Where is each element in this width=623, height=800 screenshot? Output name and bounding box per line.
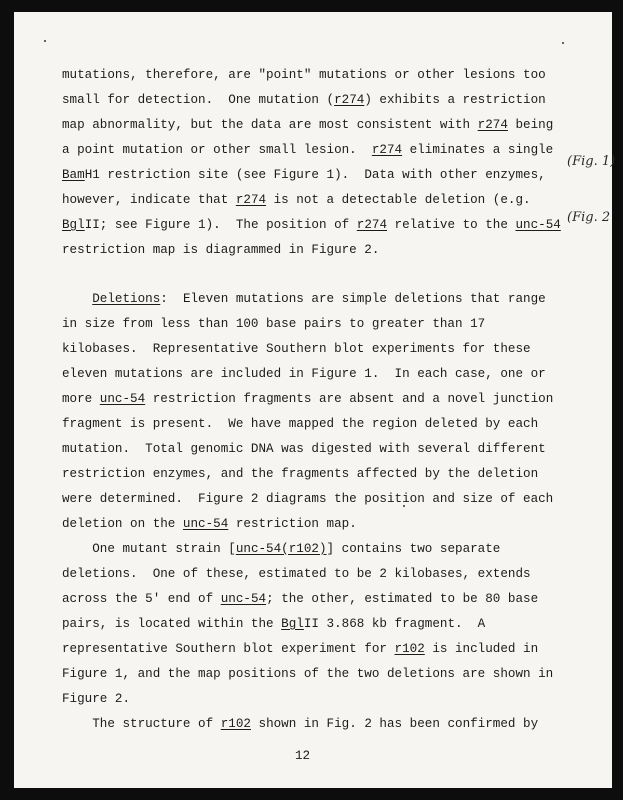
underlined-term: unc-54: [220, 592, 267, 606]
text-line: more unc-54 restriction fragments are absent and a novel junction: [62, 392, 554, 406]
text-line: mutation. Total genomic DNA was digested with several different: [62, 442, 546, 456]
text-line: The structure of r102 shown in Fig. 2 has been confirmed by: [62, 717, 539, 731]
text-line: mutations, therefore, are "point" mutations or other lesions too: [62, 68, 546, 82]
text-line: small for detection. One mutation (r274) exhibits a restriction: [62, 93, 546, 107]
document-page: [14, 12, 616, 788]
margin-note-fig2: (Fig. 2: [567, 210, 611, 225]
underlined-term: unc-54: [99, 392, 146, 406]
underlined-term: r102: [394, 642, 425, 656]
text-line: deletions. One of these, estimated to be 2 kilobases, extends: [62, 567, 531, 581]
text-line: restriction enzymes, and the fragments affected by the deletion: [62, 467, 539, 481]
text-line: Deletions: Eleven mutations are simple deletions that range: [92, 292, 546, 306]
page-number: 12: [295, 749, 311, 763]
text-line: a point mutation or other small lesion. r274 eliminates a single: [62, 143, 554, 157]
text-line: map abnormality, but the data are most consistent with r274 being: [62, 118, 554, 132]
underlined-term: Bgl: [281, 617, 304, 631]
underlined-term: Bgl: [62, 218, 85, 232]
underlined-term: r274: [356, 218, 387, 232]
text-line: One mutant strain [unc-54(r102)] contains two separate: [62, 542, 501, 556]
speck: [44, 40, 46, 42]
text-line: eleven mutations are included in Figure 1. In each case, one or: [62, 367, 546, 381]
underlined-term: Deletions: [92, 292, 161, 306]
margin-note-fig1: (Fig. 1): [567, 154, 616, 169]
underlined-term: r102: [220, 717, 251, 731]
underlined-term: r274: [334, 93, 365, 107]
text-line: restriction map is diagrammed in Figure 2.: [62, 243, 380, 257]
text-line: deletion on the unc-54 restriction map.: [62, 517, 357, 531]
text-line: BamH1 restriction site (see Figure 1). Data with other enzymes,: [62, 168, 546, 182]
underlined-term: r274: [235, 193, 267, 207]
text-line: BglII; see Figure 1). The position of r274 relative to the unc-54: [62, 218, 561, 232]
text-line: representative Southern blot experiment for r102 is included in: [62, 642, 539, 656]
text-line: in size from less than 100 base pairs to greater than 17: [62, 317, 486, 331]
speck: [562, 42, 564, 44]
text-line: were determined. Figure 2 diagrams the position and size of each: [62, 492, 554, 506]
text-line: Figure 1, and the map positions of the two deletions are shown in: [62, 667, 554, 681]
text-line: however, indicate that r274 is not a detectable deletion (e.g.: [62, 193, 531, 207]
text-line: Figure 2.: [62, 692, 131, 706]
underlined-term: unc-54(r102): [235, 542, 327, 556]
underlined-term: unc-54: [182, 517, 229, 531]
text-line: fragment is present. We have mapped the region deleted by each: [62, 417, 539, 431]
underlined-term: Bam: [62, 168, 85, 182]
text-line: kilobases. Representative Southern blot experiments for these: [62, 342, 531, 356]
text-line: pairs, is located within the BglII 3.868 kb fragment. A: [62, 617, 486, 631]
underlined-term: unc-54: [515, 218, 561, 232]
text-line: across the 5' end of unc-54; the other, estimated to be 80 base: [62, 592, 539, 606]
underlined-term: r274: [477, 118, 508, 132]
underlined-term: r274: [371, 143, 403, 157]
